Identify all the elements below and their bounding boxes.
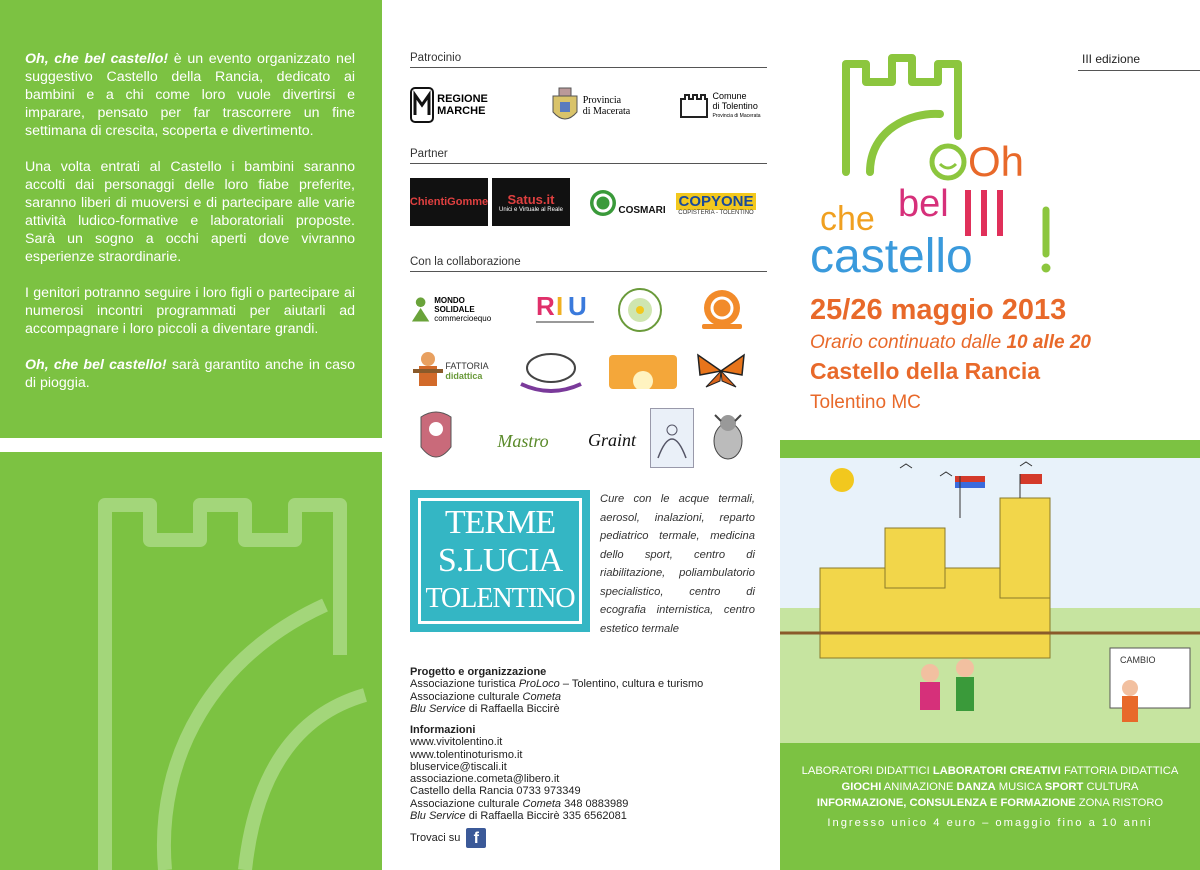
cometa-c: 348 0883989 [561, 797, 629, 810]
intro-paragraph-3: I genitori potranno seguire i loro figli o partecipare ai numerosi incontri programmati per aiutarli ad accompagnare i loro piccoli a diventare grandi. [25, 285, 355, 337]
cerchio-oro-logo [610, 286, 670, 334]
mondo-line-1: MONDO SOLIDALE [434, 295, 475, 314]
copyone-logo [676, 186, 756, 222]
flower-icon [617, 287, 663, 333]
activities-row-2 [780, 779, 1200, 795]
phone-castello: Castello della Rancia 0733 973349 [410, 785, 581, 798]
event-date: 25/26 maggio 2013 [810, 294, 1067, 326]
coat-of-arms-icon [549, 86, 581, 126]
provincia-macerata-logo [542, 84, 637, 128]
act-r2c: DANZA [956, 781, 996, 793]
intro-text [25, 50, 355, 410]
svg-text:I: I [556, 291, 564, 321]
fattoria-line-1: FATTORIA [445, 361, 489, 371]
event-name: Oh, che bel castello! [25, 51, 169, 67]
cometa-a: Associazione culturale [410, 797, 523, 810]
snail-logo [696, 284, 746, 334]
blu-b: di Raffaella Biccirè 335 6562081 [465, 810, 627, 823]
satus-logo [492, 178, 570, 226]
activities-box [780, 745, 1200, 870]
act-r2a: GIOCHI [841, 781, 882, 793]
trovaci-label: Trovaci su [410, 832, 461, 845]
patrocinio-heading: Patrocinio [410, 52, 767, 68]
terme-frame [418, 498, 582, 624]
blu-a: Blu Service [410, 810, 466, 823]
castle-icon [679, 93, 709, 119]
edition-label: III edizione [1082, 52, 1141, 66]
castle-tower-watermark [95, 495, 395, 870]
smiley-icon [932, 146, 964, 178]
act-r3b: ZONA RISTORO [1075, 797, 1164, 809]
provincia-line-1: Provincia [582, 95, 622, 106]
butterfly-logo [692, 350, 750, 392]
copyone-label: COPYONE [676, 193, 756, 210]
progetto-l2a: Associazione culturale [410, 690, 523, 703]
mondo-line-2: commercioequo [434, 313, 492, 323]
progetto-l3a: Blu Service [410, 702, 466, 715]
knight-icon [411, 407, 461, 467]
fattoria-line-2: didattica [445, 371, 483, 381]
copyone-sub: COPISTERIA - TOLENTINO [678, 209, 754, 216]
comune-line-2: di Tolentino [712, 101, 758, 111]
activities-list [780, 763, 1200, 831]
phone-cometa [410, 798, 628, 810]
act-r2b: ANIMAZIONE [881, 781, 957, 793]
comune-line-3: Provincia di Macerata [712, 113, 761, 119]
event-venue: Castello della Rancia [810, 358, 1041, 384]
divider-band [0, 438, 382, 452]
sketch-logo [650, 408, 694, 468]
logo-che: che [820, 200, 875, 238]
chientigomme-label: ChientiGomme [410, 196, 488, 208]
satus-label: Satus.it [507, 191, 555, 207]
act-r1c: FATTORIA DIDATTICA [1060, 765, 1179, 777]
informazioni-block [410, 724, 628, 848]
admission-info: Ingresso unico 4 euro – omaggio fino a 10 anni [827, 817, 1153, 829]
event-logo [800, 40, 1070, 280]
sun-icon [609, 355, 677, 389]
balena-logo [510, 344, 590, 398]
terme-santa-lucia-logo [410, 490, 590, 632]
sun-association-logo [608, 354, 678, 390]
terme-line-1: TERME [444, 504, 556, 541]
comune-label [712, 91, 760, 121]
cosmari-icon [588, 188, 618, 218]
drawing-sign: CAMBIO [1120, 655, 1156, 665]
activities-row-3 [780, 795, 1200, 811]
intro-paragraph-4 [25, 356, 355, 392]
collaborazione-heading: Con la collaborazione [410, 256, 767, 272]
middle-panel [382, 0, 780, 870]
progetto-l2b: Cometa [522, 690, 562, 703]
hours-range: 10 alle 20 [1006, 332, 1091, 353]
act-r1b: LABORATORI CREATIVI [932, 765, 1061, 777]
mastro-label: Mastro [497, 430, 549, 451]
cometa-b: Cometa [522, 797, 562, 810]
website-link-2[interactable]: www.tolentinoturismo.it [410, 748, 523, 761]
progetto-line-2 [410, 691, 703, 703]
chientigomme-logo [410, 178, 488, 226]
intro-paragraph-1 [25, 50, 355, 140]
cosmari-label: COSMARI [618, 205, 666, 216]
goat-icon [705, 407, 751, 471]
snail-icon [698, 286, 744, 332]
sketch-icon [652, 410, 692, 466]
riu-icon [532, 289, 598, 329]
regione-line-1: REGIONE [437, 93, 488, 105]
knight-logo [410, 406, 462, 468]
progetto-line-1 [410, 678, 703, 690]
progetto-block [410, 666, 703, 715]
svg-text:R: R [536, 291, 555, 321]
regione-line-2: MARCHE [437, 105, 486, 117]
provincia-label [583, 95, 630, 117]
right-panel [780, 0, 1200, 870]
act-r2e: SPORT [1044, 781, 1084, 793]
act-r2f: CULTURA [1083, 781, 1139, 793]
social-row [410, 828, 628, 848]
satus-sub: Unici e Virtuale al Reale [499, 206, 563, 213]
graint-label: Graint [587, 429, 636, 450]
graint-logo [580, 420, 644, 460]
svg-text:U: U [568, 291, 587, 321]
act-r2d: MUSICA [995, 781, 1045, 793]
terme-description: Cure con le acque termali, aerosol, inalazioni, reparto pediatrico termale, medicina dello sport, centro di riabilitazione, poliambulatorio specialistico, centro di ecografia internistica, centro estetico termale [600, 493, 755, 635]
website-link-1[interactable]: www.vivitolentino.it [410, 736, 503, 749]
left-panel [0, 0, 382, 870]
mondo-solidale-label [434, 296, 505, 323]
sun-icon [830, 468, 854, 492]
regione-marche-label [437, 93, 488, 117]
intro-paragraph-2: Una volta entrati al Castello i bambini saranno accolti dai personaggi delle loro fiabe preferite, saranno liberi di muoversi e di partecipare alle varie attività ludico-formative e laboratoriali proposte. Sarà un sogno a occhi aperti dove vivranno esperienze straordinarie. [25, 159, 355, 265]
whale-icon [511, 344, 589, 398]
phone-bluservice [410, 810, 628, 822]
children-drawing [780, 458, 1200, 743]
progetto-l1c: – Tolentino, cultura e turismo [559, 678, 704, 691]
email-link-1[interactable]: bluservice@tiscali.it [410, 760, 507, 773]
provincia-line-2: di Macerata [582, 106, 631, 117]
logo-oh: Oh [968, 138, 1025, 185]
activities-row-1 [780, 763, 1200, 779]
drawing-frame [780, 440, 1200, 745]
intro-paragraph-1-text: è un evento organizzato nel suggestivo Castello della Rancia, dedicato ai bambini e a chi come loro vuole divertirsi e imparare, pensato per far trascorrere un fine settimana di crescita, scoperta e divertimento. [25, 51, 355, 139]
riu-logo [530, 288, 600, 330]
terme-line-3: TOLENTINO [425, 583, 575, 614]
cosmari-logo [587, 184, 667, 222]
regione-marche-icon [410, 87, 434, 123]
informazioni-title: Informazioni [410, 724, 476, 736]
goat-logo [704, 406, 752, 472]
people-icon [410, 296, 431, 322]
event-hours [810, 332, 1091, 354]
intro-paragraph-4-text: sarà garantito anche in caso di pioggia. [25, 357, 356, 391]
comune-tolentino-logo [674, 90, 766, 122]
logo-bel: bel [898, 183, 949, 225]
progetto-title: Progetto e organizzazione [410, 666, 547, 678]
comune-line-1: Comune [712, 91, 747, 101]
event-name: Oh, che bel castello! [25, 357, 167, 373]
progetto-l3b: di Raffaella Biccirè [465, 702, 560, 715]
email-link-2[interactable]: associazione.cometa@libero.it [410, 773, 560, 786]
terme-line-2: S.LUCIA [437, 542, 563, 579]
mondo-solidale-logo [410, 292, 505, 326]
regione-marche-logo [410, 86, 488, 124]
partner-heading: Partner [410, 148, 767, 164]
progetto-l1a: Associazione turistica [410, 678, 519, 691]
butterfly-icon [694, 351, 748, 391]
edition-rule [1078, 70, 1200, 71]
facebook-icon[interactable]: f [466, 828, 486, 848]
event-city: Tolentino MC [810, 392, 921, 413]
act-r1a: LABORATORI DIDATTICI [801, 765, 933, 777]
logo-castello: castello [810, 230, 973, 280]
act-r3a: INFORMAZIONE, CONSULENZA E FORMAZIONE [816, 797, 1076, 809]
scarecrow-icon [413, 349, 443, 393]
fattoria-label [445, 361, 488, 381]
mastro-logo [476, 424, 570, 458]
fattoria-didattica-logo [410, 348, 492, 394]
progetto-l1b: ProLoco [518, 678, 560, 691]
hours-prefix: Orario continuato dalle [810, 332, 1007, 353]
progetto-line-3 [410, 703, 703, 715]
